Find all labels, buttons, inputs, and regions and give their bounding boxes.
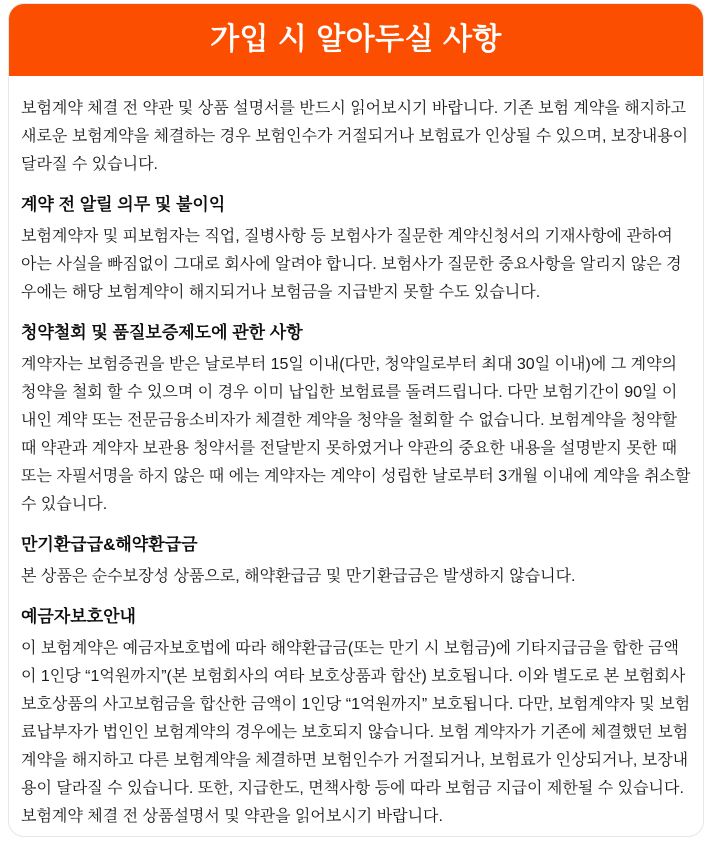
section-heading-depositor-protection: 예금자보호안내 (21, 607, 136, 626)
section-body-maturity-surrender-refund: 본 상품은 순수보장성 상품으로, 해약환급금 및 만기환급금은 발생하지 않습니다. (21, 568, 576, 585)
section-heading-pre-contract-disclosure-duty: 계약 전 알릴 의무 및 불이익 (21, 195, 226, 214)
page-title: 가입 시 알아두실 사항 (210, 23, 502, 56)
section-heading-maturity-surrender-refund: 만기환급급&해약환급금 (21, 535, 198, 554)
intro-paragraph: 보험계약 체결 전 약관 및 상품 설명서를 반드시 읽어보시기 바랍니다. 기존 보험 계약을 해지하고 새로운 보험계약을 체결하는 경우 보험인수가 거절되거나 보험료가 인상될 수 있으며, 보장내용이 달라질 수 있습니다. (21, 100, 689, 173)
disclosure-card (8, 3, 704, 837)
card-header-banner (9, 4, 703, 76)
section-body-depositor-protection: 이 보험계약은 예금자보호법에 따라 해약환급금(또는 만기 시 보험금)에 기타지급금을 합한 금액이 1인당 “1억원까지”(본 보험회사의 여타 보호상품과 합산) 보호됩니다. 이와 별도로 본 보험회사 보호상품의 사고보험금을 합산한 금액이 1인당 “1억원까지” 보호됩니다. 다만, 보험계약자 및 보험료납부자가 법인인 보험계약의 경우에는 보호되지 않습니다. 보험 계약자가 기존에 체결했던 보험계약을 해지하고 다른 보험계약을 체결하면 보험인수가 거절되거나, 보험료가 인상되거나, 보장내용이 달라질 수 있습니다. 또한, 지급한도, 면책사항 등에 따라 보험금 지급이 제한될 수 있습니다. 보험계약 체결 전 상품설명서 및 약관을 읽어보시기 바랍니다. (21, 640, 691, 825)
section-body-withdrawal-quality-assurance: 계약자는 보험증권을 받은 날로부터 15일 이내(다만, 청약일로부터 최대 30일 이내)에 그 계약의 청약을 철회 할 수 있으며 이 경우 이미 납입한 보험료를 돌려드립니다. 다만 보험기간이 90일 이내인 계약 또는 전문금융소비자가 체결한 계약을 청약을 철회할 수 없습니다. 보험계약을 청약할 때 약관과 계약자 보관용 청약서를 전달받지 못하였거나 약관의 중요한 내용을 설명받지 못한 때 또는 자필서명을 하지 않은 때 에는 계약자는 계약이 성립한 날로부터 3개월 이내에 계약을 취소할 수 있습니다. (21, 356, 691, 513)
card-body (9, 76, 703, 831)
section-body-pre-contract-disclosure-duty: 보험계약자 및 피보험자는 직업, 질병사항 등 보험사가 질문한 계약신청서의 기재사항에 관하여 아는 사실을 빠짐없이 그대로 회사에 알려야 합니다. 보험사가 질문한 중요사항을 알리지 않은 경우에는 해당 보험계약이 해지되거나 보험금을 지급받지 못할 수도 있습니다. (21, 228, 682, 301)
section-heading-withdrawal-quality-assurance: 청약철회 및 품질보증제도에 관한 사항 (21, 323, 303, 342)
